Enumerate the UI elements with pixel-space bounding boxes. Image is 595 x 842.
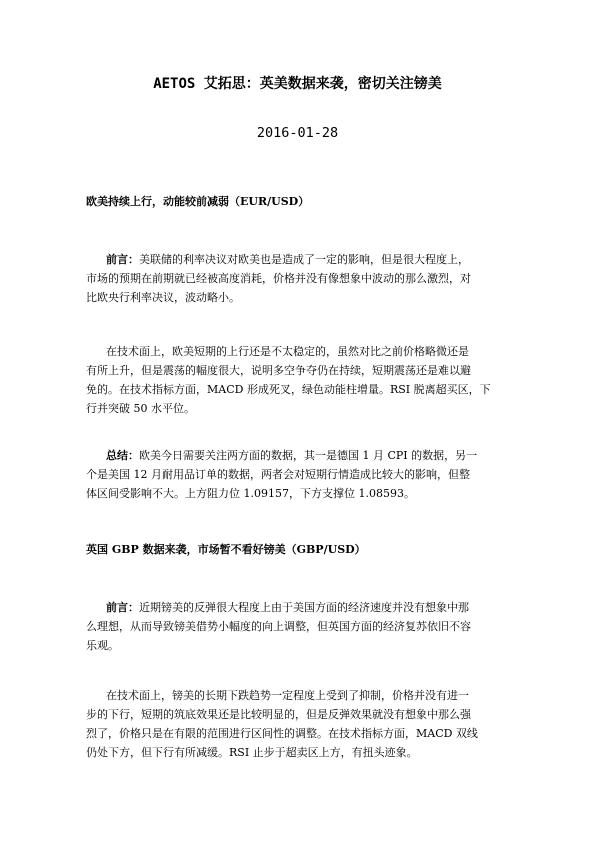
document-date: 2016-01-28 bbox=[256, 125, 339, 141]
paragraph-line: 步的下行，短期的筑底效果还是比较明显的，但是反弹效果就没有想象中那么强 bbox=[86, 708, 471, 721]
paragraph-line: 有所上升，但是震荡的幅度很大，说明多空争夺仍在持续，短期震荡还是难以避 bbox=[86, 364, 471, 377]
paragraph-line: 在技术面上，镑美的长期下跌趋势一定程度上受到了抑制，价格并没有进一 bbox=[106, 689, 469, 702]
paragraph-line: 么理想，从而导致镑美借势小幅度的向上调整，但英国方面的经济复苏依旧不容 bbox=[86, 620, 471, 633]
paragraph-line: 市场的预期在前期就已经被高度消耗，价格并没有像想象中波动的那么激烈，对 bbox=[86, 272, 471, 285]
paragraph-line: 免的。在技术指标方面，MACD 形成死叉，绿色动能柱增量。RSI 脱离超买区，下 bbox=[86, 383, 491, 396]
paragraph-line: 乐观。 bbox=[86, 639, 119, 652]
paragraph-gbp-usd-technical bbox=[86, 686, 510, 762]
paragraph-line: 前言：美联储的利率决议对欧美也是造成了一定的影响，但是很大程度上， bbox=[106, 253, 469, 266]
paragraph-line: 个是美国 12 月耐用品订单的数据，两者会对短期行情造成比较大的影响，但整 bbox=[86, 468, 470, 481]
paragraph-line: 比欧央行利率决议，波动略小。 bbox=[86, 291, 240, 304]
paragraph-line: 在技术面上，欧美短期的上行还是不太稳定的，虽然对比之前价格略微还是 bbox=[106, 345, 469, 358]
paragraph-lead: 前言： bbox=[106, 253, 139, 266]
paragraph-eur-usd-technical bbox=[86, 342, 510, 418]
paragraph-gbp-usd-foreword bbox=[86, 598, 510, 655]
section-heading-gbp-usd: 英国 GBP 数据来袭，市场暂不看好镑美（GBP/USD） bbox=[86, 543, 366, 556]
paragraph-eur-usd-summary bbox=[86, 446, 510, 503]
document-title: AETOS 艾拓思：英美数据来袭，密切关注镑美 bbox=[153, 76, 442, 92]
paragraph-line: 烈了，价格只是在有限的范围进行区间性的调整。在技术指标方面，MACD 双线 bbox=[86, 727, 478, 740]
paragraph-line: 前言：近期镑美的反弹很大程度上由于美国方面的经济速度并没有想象中那 bbox=[106, 601, 469, 614]
section-heading-eur-usd: 欧美持续上行，动能较前减弱（EUR/USD） bbox=[86, 195, 310, 208]
paragraph-eur-usd-foreword bbox=[86, 250, 510, 307]
paragraph-line: 体区间受影响不大。上方阻力位 1.09157，下方支撑位 1.08593。 bbox=[86, 487, 415, 500]
paragraph-line: 仍处下方，但下行有所减缓。RSI 止步于超卖区上方，有扭头迹象。 bbox=[86, 746, 418, 759]
paragraph-line: 总结：欧美今日需要关注两方面的数据，其一是德国 1 月 CPI 的数据，另一 bbox=[106, 449, 478, 462]
paragraph-line: 行并突破 50 水平位。 bbox=[86, 402, 195, 415]
paragraph-lead: 前言： bbox=[106, 601, 139, 614]
paragraph-lead: 总结： bbox=[106, 449, 139, 462]
